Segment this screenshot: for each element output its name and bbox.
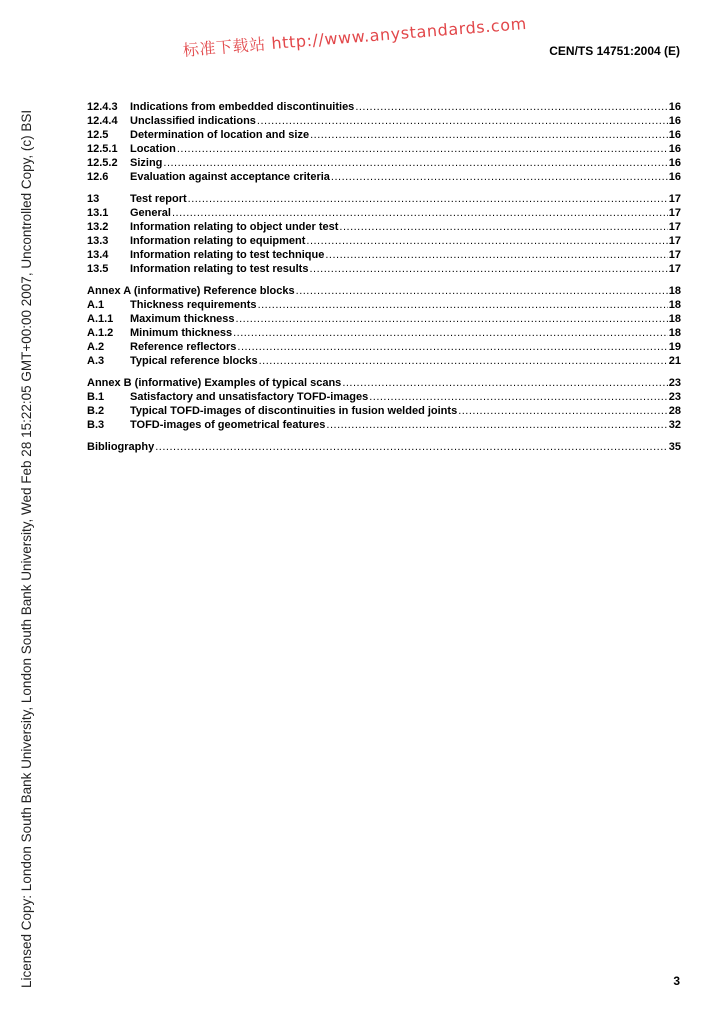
toc-dot-leader (163, 156, 667, 170)
toc-entry-title: Reference reflectors (130, 341, 237, 353)
toc-entry-title: Maximum thickness (130, 313, 235, 325)
toc-entry-number: 12.5.1 (87, 143, 118, 155)
toc-entry-number: 12.5.2 (87, 157, 118, 169)
toc-entry-page: 17 (668, 249, 681, 261)
toc-dot-leader (326, 418, 667, 432)
toc-entry-title: Information relating to test results (130, 263, 309, 275)
toc-entry-title: Bibliography (87, 441, 155, 453)
toc-entry-number: 12.6 (87, 171, 109, 183)
toc-dot-leader (342, 376, 667, 390)
toc-entry[interactable] (87, 298, 681, 312)
toc-entry[interactable] (87, 206, 681, 220)
toc-entry[interactable] (87, 142, 681, 156)
toc-entry-page: 23 (668, 391, 681, 403)
toc-entry[interactable] (87, 156, 681, 170)
toc-entry-page: 17 (668, 207, 681, 219)
toc-entry[interactable] (87, 114, 681, 128)
toc-entry-number: B.2 (87, 405, 105, 417)
toc-entry-page: 21 (668, 355, 681, 367)
toc-entry-page: 32 (668, 419, 681, 431)
toc-entry[interactable] (87, 170, 681, 184)
toc-entry[interactable] (87, 192, 681, 206)
toc-entry-title: Information relating to test technique (130, 249, 325, 261)
toc-entry-number: 13.3 (87, 235, 109, 247)
toc-entry-number: 13.1 (87, 207, 109, 219)
toc-entry[interactable] (87, 440, 681, 454)
toc-entry-page: 18 (668, 299, 681, 311)
toc-entry-page: 16 (668, 171, 681, 183)
toc-entry-page: 28 (668, 405, 681, 417)
page-number: 3 (673, 974, 680, 988)
toc-entry[interactable] (87, 376, 681, 390)
watermark-text: 标准下载站 http://www.anystandards.com (182, 13, 528, 60)
toc-entry-title: Typical TOFD-images of discontinuities in fusion welded joints (130, 405, 458, 417)
toc-entry[interactable] (87, 418, 681, 432)
toc-dot-leader (369, 390, 668, 404)
toc-entry[interactable] (87, 404, 681, 418)
toc-group (87, 192, 681, 276)
toc-entry-number: 13 (87, 193, 100, 205)
toc-entry-title: Unclassified indications (130, 115, 256, 127)
license-notice: Licensed Copy: London South Bank University, London South Bank University, Wed Feb 28 15:22:05 GMT+00:00 2007, Uncontrolled Copy, (c) BSI (19, 109, 34, 988)
toc-dot-leader (155, 440, 668, 454)
toc-entry-title: Location (130, 143, 176, 155)
toc-entry-number: 12.4.3 (87, 101, 118, 113)
toc-dot-leader (355, 100, 667, 114)
toc-entry-page: 16 (668, 101, 681, 113)
toc-group (87, 284, 681, 368)
toc-dot-leader (259, 354, 668, 368)
toc-entry-page: 16 (668, 129, 681, 141)
toc-dot-leader (258, 298, 668, 312)
toc-entry[interactable] (87, 312, 681, 326)
toc-entry-title: Information relating to object under test (130, 221, 339, 233)
toc-entry-number: B.1 (87, 391, 105, 403)
toc-entry-number: 13.5 (87, 263, 109, 275)
toc-entry-title: Indications from embedded discontinuities (130, 101, 355, 113)
toc-entry-number: 13.2 (87, 221, 109, 233)
toc-dot-leader (325, 248, 667, 262)
toc-entry-number: A.1.2 (87, 327, 114, 339)
toc-dot-leader (188, 192, 668, 206)
toc-entry-title: Annex A (informative) Reference blocks (87, 285, 295, 297)
toc-dot-leader (306, 234, 667, 248)
toc-entry-page: 16 (668, 143, 681, 155)
toc-entry-page: 16 (668, 157, 681, 169)
toc-dot-leader (172, 206, 668, 220)
toc-entry-title: Determination of location and size (130, 129, 310, 141)
toc-group (87, 100, 681, 184)
toc-dot-leader (458, 404, 668, 418)
toc-entry-page: 17 (668, 221, 681, 233)
toc-dot-leader (257, 114, 668, 128)
toc-dot-leader (331, 170, 668, 184)
toc-entry-title: Typical reference blocks (130, 355, 258, 367)
toc-entry-number: A.1 (87, 299, 105, 311)
toc-dot-leader (233, 326, 668, 340)
toc-entry-title: Minimum thickness (130, 327, 233, 339)
toc-entry-number: A.3 (87, 355, 105, 367)
toc-entry[interactable] (87, 284, 681, 298)
toc-entry-title: Evaluation against acceptance criteria (130, 171, 330, 183)
toc-entry-page: 18 (668, 285, 681, 297)
toc-entry-page: 17 (668, 235, 681, 247)
toc-entry-title: Sizing (130, 157, 163, 169)
toc-entry[interactable] (87, 340, 681, 354)
toc-entry-page: 19 (668, 341, 681, 353)
toc-dot-leader (296, 284, 668, 298)
toc-entry-page: 16 (668, 115, 681, 127)
toc-entry[interactable] (87, 220, 681, 234)
toc-entry-page: 18 (668, 313, 681, 325)
toc-entry[interactable] (87, 326, 681, 340)
toc-entry[interactable] (87, 354, 681, 368)
toc-entry-number: A.2 (87, 341, 105, 353)
toc-entry-page: 23 (668, 377, 681, 389)
toc-entry[interactable] (87, 234, 681, 248)
toc-entry-title: General (130, 207, 171, 219)
toc-entry-number: B.3 (87, 419, 105, 431)
toc-entry[interactable] (87, 248, 681, 262)
toc-entry-title: Thickness requirements (130, 299, 257, 311)
document-id: CEN/TS 14751:2004 (E) (549, 44, 680, 58)
toc-entry-page: 17 (668, 193, 681, 205)
table-of-contents (87, 100, 681, 462)
toc-dot-leader (236, 312, 668, 326)
toc-entry[interactable] (87, 128, 681, 142)
toc-dot-leader (310, 128, 668, 142)
toc-entry-title: Satisfactory and unsatisfactory TOFD-images (130, 391, 369, 403)
toc-entry-title: Annex B (informative) Examples of typical scans (87, 377, 342, 389)
toc-entry-number: 13.4 (87, 249, 109, 261)
toc-dot-leader (177, 142, 668, 156)
toc-group (87, 376, 681, 432)
toc-entry-number: A.1.1 (87, 313, 114, 325)
toc-dot-leader (237, 340, 667, 354)
toc-entry-title: Test report (130, 193, 187, 205)
toc-entry-number: 12.4.4 (87, 115, 118, 127)
toc-entry[interactable] (87, 262, 681, 276)
toc-entry-title: Information relating to equipment (130, 235, 306, 247)
toc-dot-leader (339, 220, 667, 234)
toc-dot-leader (309, 262, 667, 276)
toc-group (87, 440, 681, 454)
toc-entry-page: 17 (668, 263, 681, 275)
toc-entry-page: 18 (668, 327, 681, 339)
toc-entry-page: 35 (668, 441, 681, 453)
toc-entry-title: TOFD-images of geometrical features (130, 419, 326, 431)
toc-entry[interactable] (87, 100, 681, 114)
toc-entry[interactable] (87, 390, 681, 404)
toc-entry-number: 12.5 (87, 129, 109, 141)
